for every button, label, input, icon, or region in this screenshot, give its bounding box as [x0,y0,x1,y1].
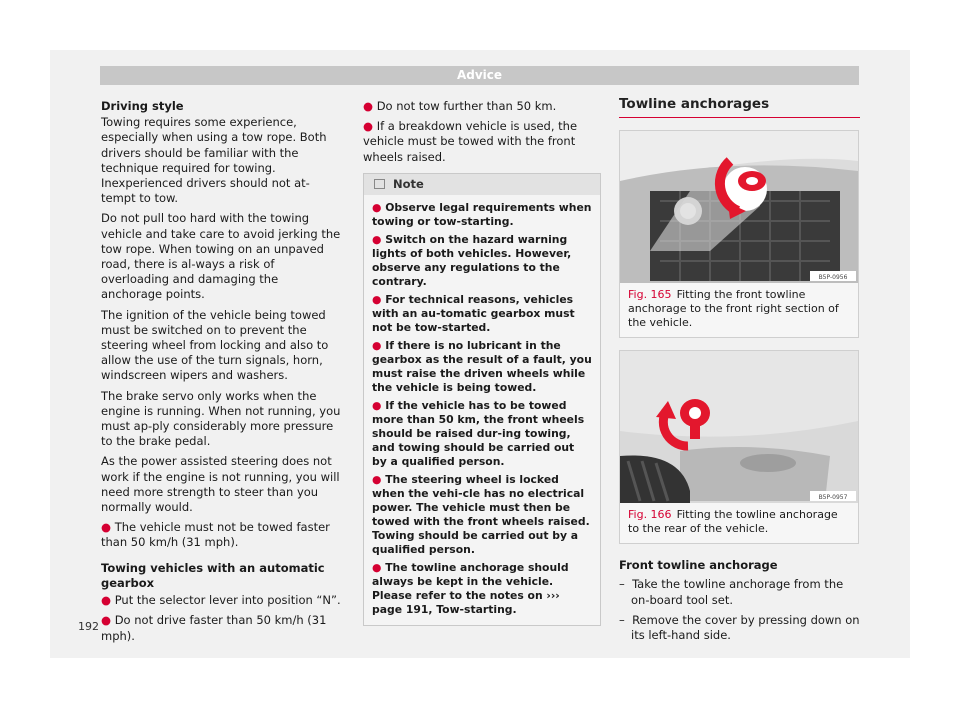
bullet-icon: ● [363,119,374,134]
heading-driving-style: Driving style [101,99,184,113]
column-right [619,96,860,648]
step-item: – Take the towline anchorage from the on-board tool set. [619,577,844,607]
page [50,50,910,658]
bullet-item: ● If a breakdown vehicle is used, the vehicle must be towed with the front wheels raised. [363,119,578,164]
dash-icon: – [619,612,625,627]
front-anchorage-illustration [620,131,858,283]
note-item: ● If there is no lubricant in the gearbox as the result of a fault, you must raise the driven wheels while the vehicle is being towed. [372,338,592,394]
note-box [363,173,601,626]
note-item: ● For technical reasons, vehicles with an au-tomatic gearbox must not be tow-started. [372,292,575,334]
step-item: – Remove the cover by pressing down on its left-hand side. [619,612,860,643]
bullet-item: ● Do not drive faster than 50 km/h (31 mph). [101,613,327,643]
figure-number: Fig. 166 [628,508,672,522]
bullet-icon: ● [372,338,382,352]
note-item: ● Switch on the hazard warning lights of both vehicles. However, observe any regulations to the contrary. [372,232,572,288]
note-body [364,195,600,625]
paragraph: Towing requires some experience, especially when using a tow rope. Both drivers should be familiar with the technique required for towing. Inexperienced drivers should not at-tempt to tow. [101,115,327,206]
paragraph: As the power assisted steering does not work if the engine is not running, you will need more strength to steer than you normally would. [101,454,340,515]
bullet-icon: ● [372,200,382,214]
section-title: Towline anchorages [619,97,860,118]
column-left [101,99,341,649]
bullet-item: ● Put the selector lever into position “N”. [101,593,341,608]
figure-code: B5P-0956 [818,274,848,282]
page-reference-link[interactable]: ››› page 191, Tow-starting [372,588,560,616]
note-item: ● The towline anchorage should always be kept in the vehicle. Please refer to the notes on ››› page 191, Tow-starting. [372,560,569,616]
note-icon [374,179,385,189]
bullet-item: ● Do not tow further than 50 km. [363,99,557,113]
note-item: ● If the vehicle has to be towed more than 50 km, the front wheels should be raised dur-ing towing, and towing should be carried out by a qualified person. [372,398,585,468]
heading-automatic-gearbox: Towing vehicles with an automatic gearbox [101,560,325,590]
column-middle [363,99,601,626]
page-number: 192 [78,620,99,633]
note-header: Note [364,174,600,195]
bullet-icon: ● [372,232,382,246]
bullet-icon: ● [101,593,112,608]
note-item: ● The steering wheel is locked when the vehi-cle has no electrical power. The vehicle must then be towed with the front wheels raised. Towing should be carried out by a qualified person. [372,472,590,556]
heading-front-anchorage: Front towline anchorage [619,558,778,573]
bullet-icon: ● [363,99,374,113]
paragraph: Do not pull too hard with the towing vehicle and take care to avoid jerking the tow rope. When towing on an unpaved road, there is al-ways a risk of overloading and damaging the anchorage points. [101,211,341,302]
bullet-icon: ● [372,560,382,574]
paragraph: The brake servo only works when the engine is running. When not running, you must ap-ply considerably more pressure to the brake pedal. [101,388,341,449]
figure-code: B5P-0957 [818,494,848,502]
bullet-icon: ● [372,472,382,486]
bullet-icon: ● [372,292,382,306]
figure-166 [619,350,859,544]
figure-caption: Fig. 165 Fitting the front towline anchorage to the front right section of the vehicle. [628,288,839,330]
bullet-icon: ● [101,520,112,535]
bullet-item: ● The vehicle must not be towed faster than 50 km/h (31 mph). [101,520,330,550]
paragraph: The ignition of the vehicle being towed must be switched on to prevent the steering wheel from locking and also to allow the use of the turn signals, horn, windscreen wipers and washers. [101,307,329,383]
bullet-icon: ● [372,398,382,412]
note-item: ● Observe legal requirements when towing or tow-starting. [372,200,592,228]
figure-caption: Fig. 166 Fitting the towline anchorage to the rear of the vehicle. [628,508,838,536]
figure-165 [619,130,859,338]
bullet-icon: ● [101,613,112,628]
section-header: Advice [100,66,859,85]
rear-anchorage-illustration [620,351,858,503]
figure-number: Fig. 165 [628,288,672,302]
dash-icon: – [619,577,625,592]
